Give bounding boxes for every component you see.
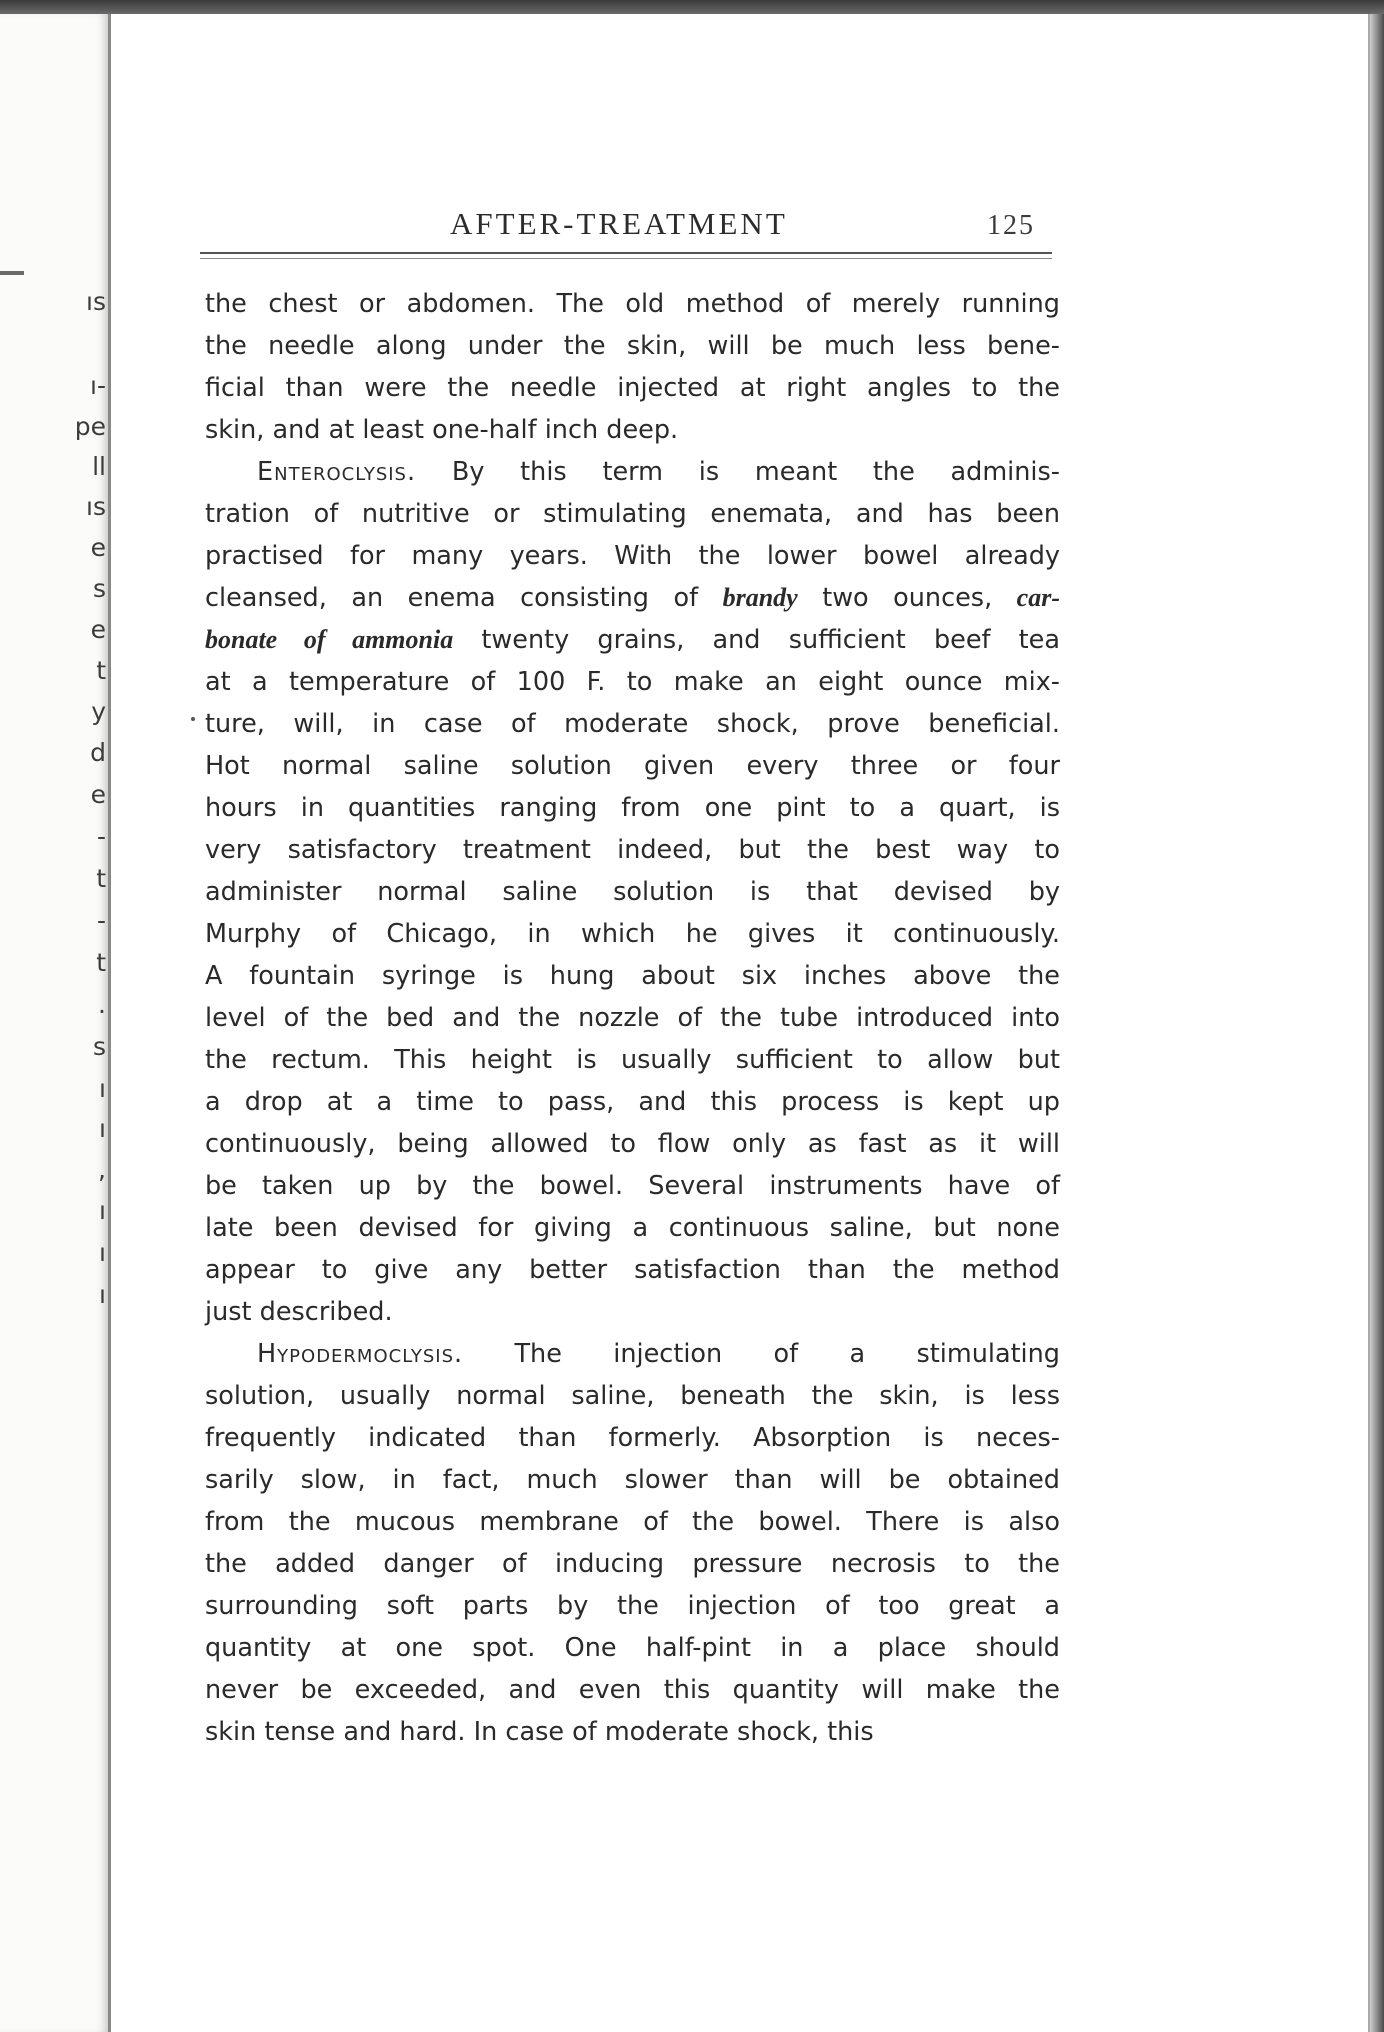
facing-page-fragment: t [96, 656, 106, 685]
facing-page-fragment: ı [99, 1074, 106, 1103]
text-line: ture, will, in case of moderate shock, prove beneficial. [205, 709, 1060, 739]
running-head [200, 206, 1055, 250]
text-line: the added danger of inducing pressure necrosis to the [205, 1549, 1060, 1579]
text-line: skin, and at least one-half inch deep. [205, 415, 679, 445]
section-heading: Hypodermoclysis. [257, 1339, 464, 1369]
text-line: quantity at one spot. One half-pint in a place should [205, 1633, 1060, 1663]
text-line: very satisfactory treatment indeed, but the best way to [205, 835, 1060, 865]
text-line: ficial than were the needle injected at right angles to the [205, 373, 1060, 403]
text-line: practised for many years. With the lower bowel already [205, 541, 1060, 571]
text-line: be taken up by the bowel. Several instruments have of [205, 1171, 1060, 1201]
facing-page-fragment: t [96, 864, 106, 893]
text-line: skin tense and hard. In case of moderate shock, this [205, 1717, 874, 1747]
text-line: continuously, being allowed to flow only as fast as it will [205, 1129, 1060, 1159]
text-line [205, 1333, 1060, 1375]
facing-page-fragment: e [90, 780, 106, 809]
italic-term: bonate of ammonia [205, 625, 454, 654]
scan-top-border [0, 0, 1384, 14]
text-line: the needle along under the skin, will be much less bene- [205, 331, 1060, 361]
facing-page-rule [0, 271, 24, 275]
text-line: at a temperature of 100 F. to make an eight ounce mix- [205, 667, 1060, 697]
facing-page-fragment: ı [99, 1196, 106, 1225]
text-line: administer normal saline solution is that devised by [205, 877, 1060, 907]
facing-page-fragment: s [92, 574, 106, 603]
facing-page-fragment: t [96, 948, 106, 977]
text-line: from the mucous membrane of the bowel. There is also [205, 1507, 1060, 1537]
facing-page-fragment: - [96, 906, 106, 935]
text-line: sarily slow, in fact, much slower than will be obtained [205, 1465, 1060, 1495]
text-line: a drop at a time to pass, and this process is kept up [205, 1087, 1060, 1117]
text-line: solution, usually normal saline, beneath the skin, is less [205, 1381, 1060, 1411]
text-line: frequently indicated than formerly. Absorption is neces- [205, 1423, 1060, 1453]
running-head-rule [200, 252, 1052, 259]
facing-page-fragment: e [90, 615, 106, 644]
text-run: cleansed, an enema consisting of [205, 583, 723, 613]
facing-page-edge [0, 14, 111, 2032]
page-speck [191, 717, 195, 721]
facing-page-fragment: , [98, 1155, 106, 1184]
text-line: never be exceeded, and even this quantity will make the [205, 1675, 1060, 1705]
facing-page-fragment: d [90, 738, 106, 767]
text-line: late been devised for giving a continuous saline, but none [205, 1213, 1060, 1243]
next-page-edge [1370, 14, 1384, 2032]
text-line: tration of nutritive or stimulating enemata, and has been [205, 499, 1060, 529]
text-line: Hot normal saline solution given every three or four [205, 751, 1060, 781]
italic-term: car- [1016, 583, 1060, 612]
text-run: The injection of a stimulating [463, 1339, 1060, 1369]
text-line [205, 577, 1060, 619]
body-text [205, 283, 1060, 1753]
facing-page-fragment: pe [74, 412, 106, 441]
text-line: appear to give any better satisfaction than the method [205, 1255, 1060, 1285]
facing-page-fragment: ıs [86, 287, 106, 316]
facing-page-fragment: ı [99, 1238, 106, 1267]
text-line [205, 619, 1060, 661]
facing-page-fragment: y [91, 697, 106, 726]
facing-page-fragment: ıs [86, 492, 106, 521]
facing-page-fragment: ll [92, 452, 106, 481]
facing-page-fragment: ı [99, 1114, 106, 1143]
text-line: the rectum. This height is usually sufficient to allow but [205, 1045, 1060, 1075]
text-run: two ounces, [797, 583, 1017, 613]
text-line [205, 451, 1060, 493]
text-line: level of the bed and the nozzle of the tube introduced into [205, 1003, 1060, 1033]
text-line: the chest or abdomen. The old method of merely running [205, 289, 1060, 319]
facing-page-fragment: ı- [90, 371, 106, 400]
text-line: surrounding soft parts by the injection of too great a [205, 1591, 1060, 1621]
text-run: By this term is meant the adminis- [416, 457, 1060, 487]
text-line: A fountain syringe is hung about six inches above the [205, 961, 1060, 991]
facing-page-fragment: e [90, 533, 106, 562]
running-head-title: AFTER-TREATMENT [450, 206, 788, 241]
facing-page-fragment: . [98, 990, 106, 1019]
text-line: just described. [205, 1297, 393, 1327]
facing-page-fragment: - [96, 822, 106, 851]
facing-page-fragment: s [92, 1032, 106, 1061]
italic-term: brandy [722, 583, 798, 612]
text-line: Murphy of Chicago, in which he gives it continuously. [205, 919, 1060, 949]
page-number: 125 [987, 210, 1035, 241]
facing-page-fragment: ı [99, 1280, 106, 1309]
text-line: hours in quantities ranging from one pint to a quart, is [205, 793, 1060, 823]
section-heading: Enteroclysis. [257, 457, 417, 487]
text-run: twenty grains, and sufficient beef tea [453, 625, 1060, 655]
